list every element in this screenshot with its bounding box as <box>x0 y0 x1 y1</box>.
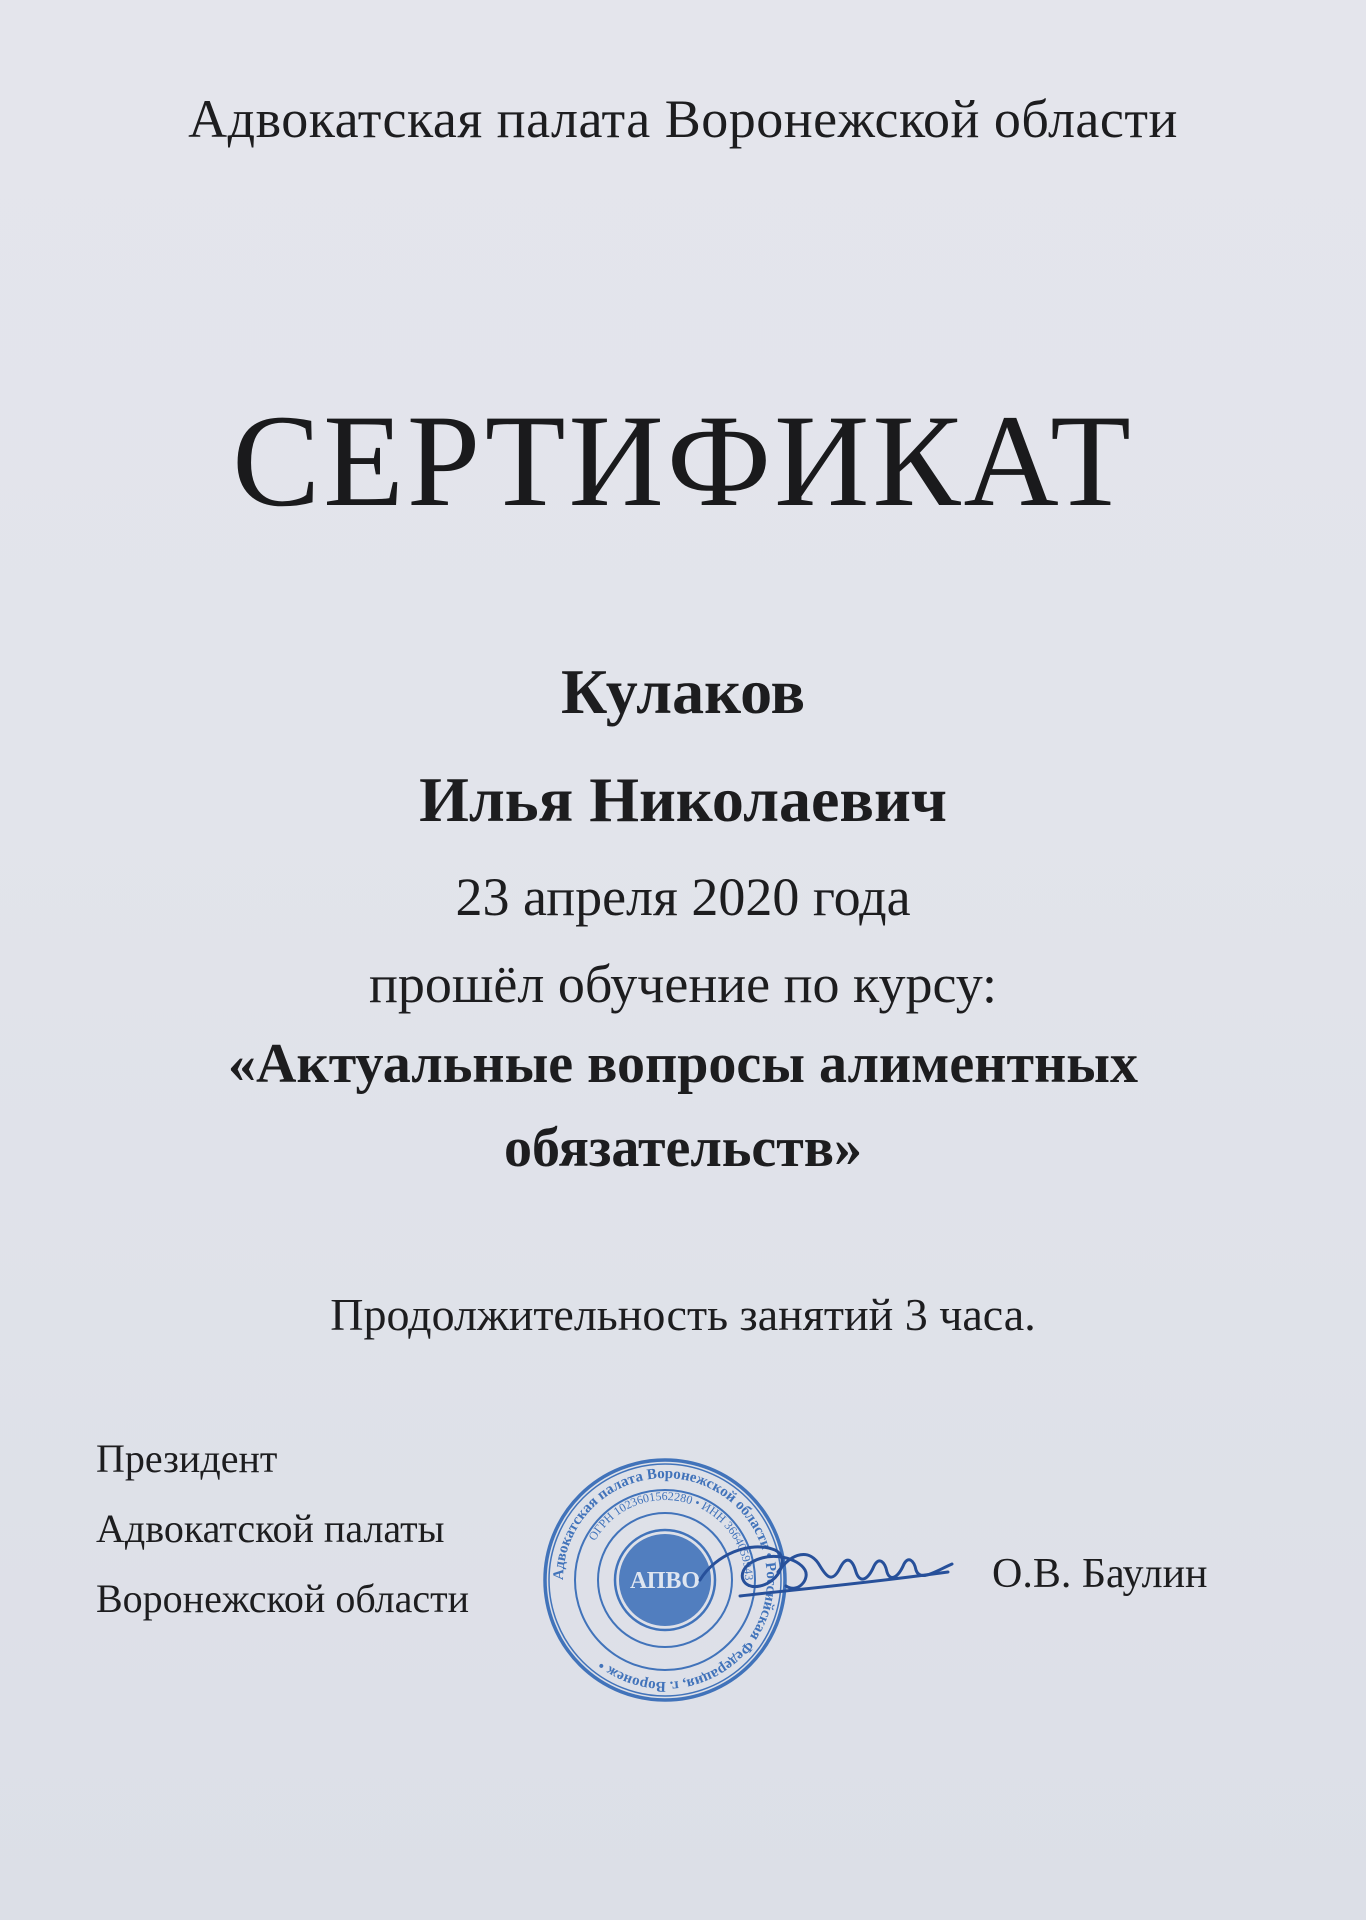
signatory-position <box>96 1424 469 1634</box>
signatory-position-line: Президент <box>96 1436 278 1481</box>
course-title-line-2: обязательств» <box>504 1117 862 1179</box>
signatory-position-line: Воронежской области <box>96 1576 470 1621</box>
recipient-surname: Кулаков <box>560 656 806 727</box>
completion-date: 23 апреля 2020 года <box>455 867 911 927</box>
certificate-title: СЕРТИФИКАТ <box>232 387 1134 534</box>
issuer-organization: Адвокатская палата Воронежской области <box>188 89 1178 149</box>
course-title-line-1: «Актуальные вопросы алиментных <box>228 1033 1138 1095</box>
stamp-inner-text: ОГРН 1023601562280 • ИНН 3664059943 • <box>585 1488 757 1589</box>
handwritten-signature <box>680 1500 970 1630</box>
signatory-name: О.В. Баулин <box>992 1551 1208 1597</box>
recipient-given-names: Илья Николаевич <box>419 764 947 835</box>
signatory-position-line: Адвокатской палаты <box>96 1506 445 1551</box>
stamp-center-text: АПВО <box>629 1568 701 1594</box>
course-duration: Продолжительность занятий 3 часа. <box>330 1289 1036 1340</box>
stamp-ring-text: Адвокатская палата Воронежской области • Российская Федерация, г. Воронеж • <box>550 1465 780 1695</box>
completion-text: прошёл обучение по курсу: <box>368 954 998 1014</box>
